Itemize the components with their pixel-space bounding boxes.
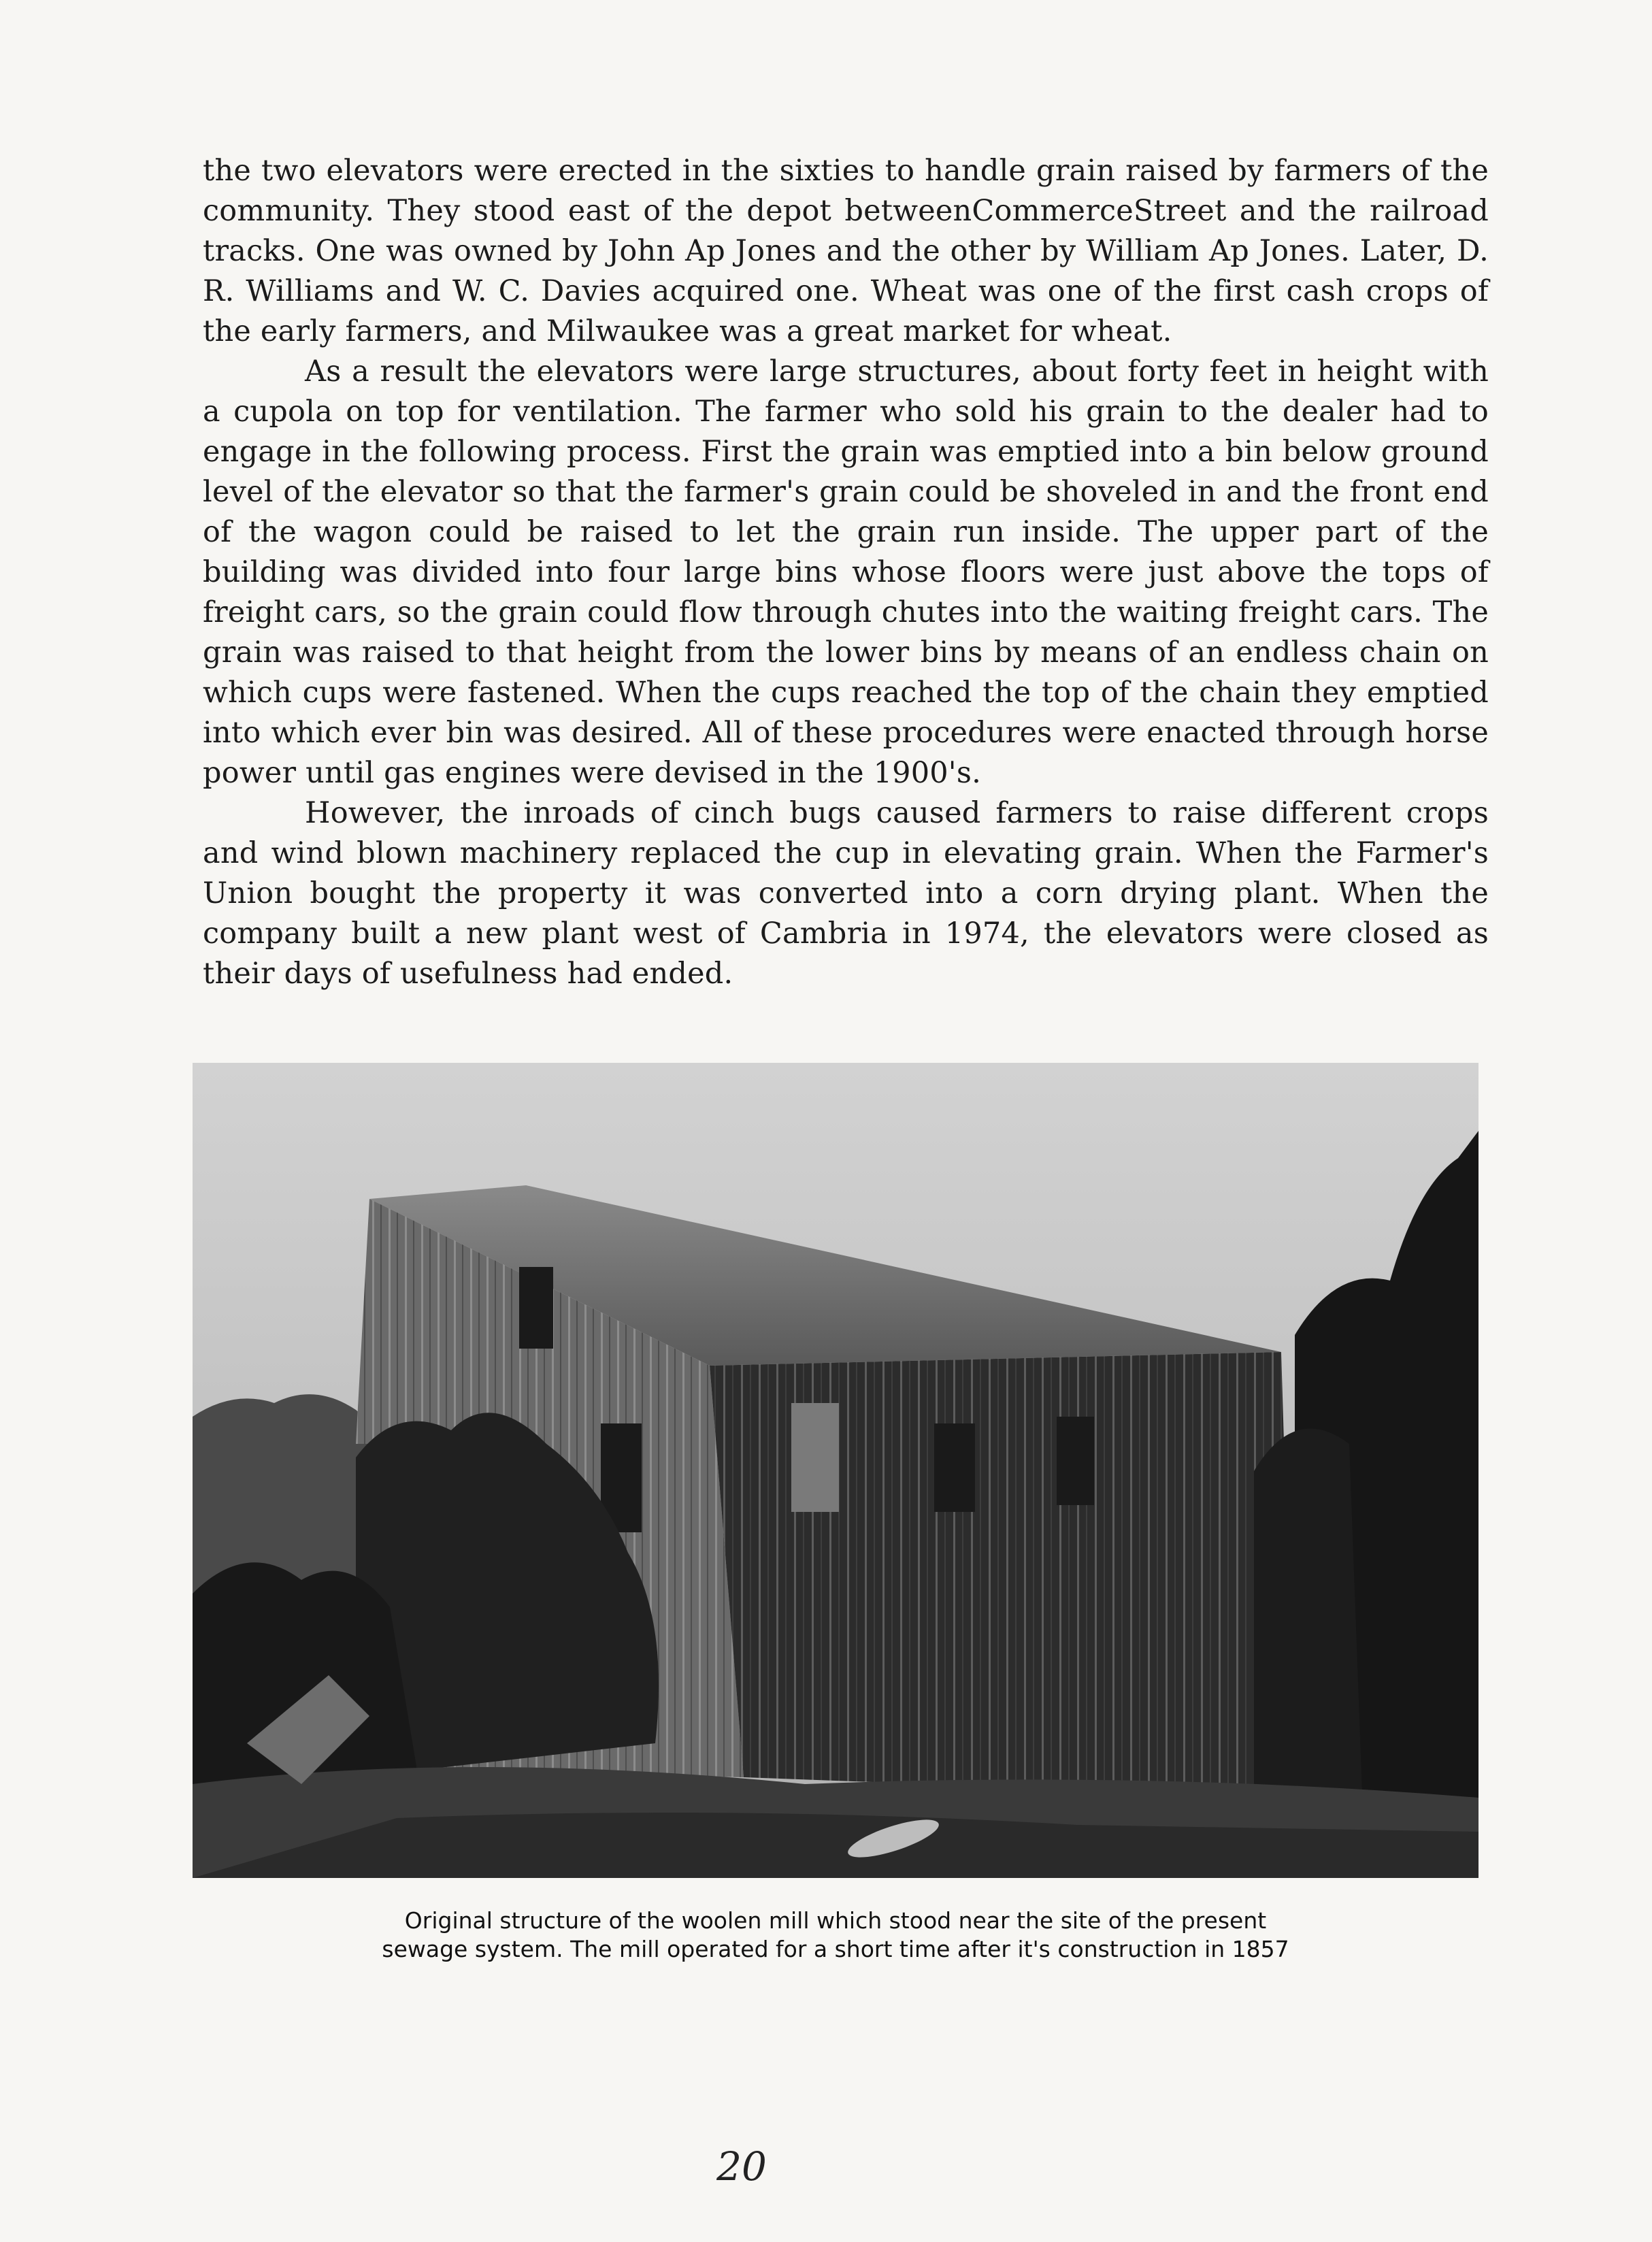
woolen-mill-photo (193, 1063, 1478, 1878)
body-text (203, 151, 1489, 994)
paragraph-1: the two elevators were erected in the sixties to handle grain raised by farmers of the community. They stood east of the depot betweenCommerceStreet and the railroad tracks. One was owned by John Ap Jones and the other by William Ap Jones. Later, D. R. Williams and W. C. Davies acquired one. Wheat was one of the first cash crops of the early farmers, and Milwaukee was a great market for wheat. (203, 154, 1489, 348)
caption-line-1: Original structure of the woolen mill which stood near the site of the present (404, 1907, 1267, 1934)
caption-line-2: sewage system. The mill operated for a short time after it's construction in 1857 (382, 1936, 1289, 1962)
paragraph-2: As a result the elevators were large structures, about forty feet in height with a cupola on top for ventilation. The farmer who sold his grain to the dealer had to engage in the following process. First the grain was emptied into a bin below ground level of the elevator so that the farmer's grain could be shoveled in and the front end of the wagon could be raised to let the grain run inside. The upper part of the building was divided into four large bins whose floors were just above the tops of freight cars, so the grain could flow through chutes into the waiting freight cars. The grain was raised to that height from the lower bins by means of an endless chain on which cups were fastened. When the cups reached the top of the chain they emptied into which ever bin was desired. All of these procedures were enacted through horse power until gas engines were devised in the 1900's. (203, 355, 1489, 790)
photo-caption (193, 1907, 1478, 1964)
page-number: 20 (716, 2143, 767, 2190)
paragraph-3: However, the inroads of cinch bugs caused farmers to raise different crops and wind blown machinery replaced the cup in elevating grain. When the Farmer's Union bought the property it was converted into a corn drying plant. When the company built a new plant west of Cambria in 1974, the elevators were closed as their days of usefulness had ended. (203, 796, 1489, 991)
